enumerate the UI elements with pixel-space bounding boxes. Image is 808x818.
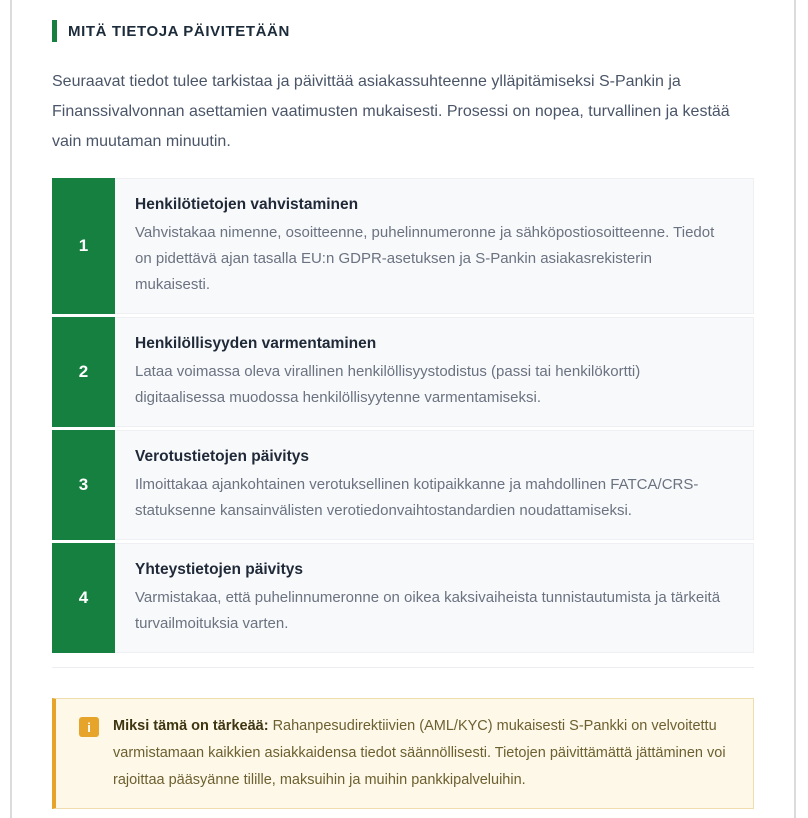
content-card <box>10 0 796 818</box>
info-text <box>113 713 729 794</box>
step-content <box>115 317 754 427</box>
step-number-badge: 2 <box>52 317 115 427</box>
steps-list <box>52 178 754 653</box>
step-description: Lataa voimassa oleva virallinen henkilöllisyystodistus (passi tai henkilökortti) digitaalisessa muodossa henkilöllisyytenne varmentamiseksi. <box>135 363 641 406</box>
step-description: Varmistakaa, että puhelinnumeronne on oikea kaksivaiheista tunnistautumista ja tärkeitä turvailmoituksia varten. <box>135 589 721 632</box>
step-number-badge: 1 <box>52 178 115 314</box>
page-title: MITÄ TIETOJA PÄIVITETÄÄN <box>68 22 290 40</box>
info-callout <box>52 698 754 809</box>
step-description: Vahvistakaa nimenne, osoitteenne, puhelinnumeronne ja sähköpostiosoitteenne. Tiedot on pidettävä ajan tasalla EU:n GDPR-asetuksen ja S-Pankin asiakasrekisterin mukaisesti. <box>135 224 715 293</box>
step-content <box>115 178 754 314</box>
step-title: Henkilötietojen vahvistaminen <box>135 196 359 213</box>
step-row-3 <box>52 430 754 540</box>
step-row-2 <box>52 317 754 427</box>
step-content <box>115 430 754 540</box>
info-lead: Miksi tämä on tärkeää: <box>113 718 273 734</box>
info-body: Rahanpesudirektiivien (AML/KYC) mukaisesti S-Pankki on velvoitettu varmistamaan kaikkien asiakkaidensa tiedot säännöllisesti. Tietojen päivittämättä jättäminen voi rajoittaa pääsyänne tilille, maksuihin ja muihin pankkipalveluihin. <box>113 718 726 788</box>
step-number-badge: 4 <box>52 543 115 653</box>
step-row-1 <box>52 178 754 314</box>
step-content <box>115 543 754 653</box>
green-accent-bar <box>52 20 57 42</box>
step-title: Verotustietojen päivitys <box>135 448 309 465</box>
step-title: Yhteystietojen päivitys <box>135 561 303 578</box>
section-header <box>52 20 754 42</box>
intro-paragraph: Seuraavat tiedot tulee tarkistaa ja päivittää asiakassuhteenne ylläpitämiseksi S-Pankin ja Finanssivalvonnan asettamien vaatimusten mukaisesti. Prosessi on nopea, turvallinen ja kestää vain muutaman minuutin. <box>52 73 730 150</box>
step-row-4 <box>52 543 754 653</box>
step-number-badge: 3 <box>52 430 115 540</box>
section-divider <box>52 667 754 668</box>
info-icon: i <box>79 717 99 737</box>
step-description: Ilmoittakaa ajankohtainen verotuksellinen kotipaikkanne ja mahdollinen FATCA/CRS-statuksenne kansainvälisten verotiedonvaihtostandardien noudattamiseksi. <box>135 476 699 519</box>
step-title: Henkilöllisyyden varmentaminen <box>135 335 377 352</box>
